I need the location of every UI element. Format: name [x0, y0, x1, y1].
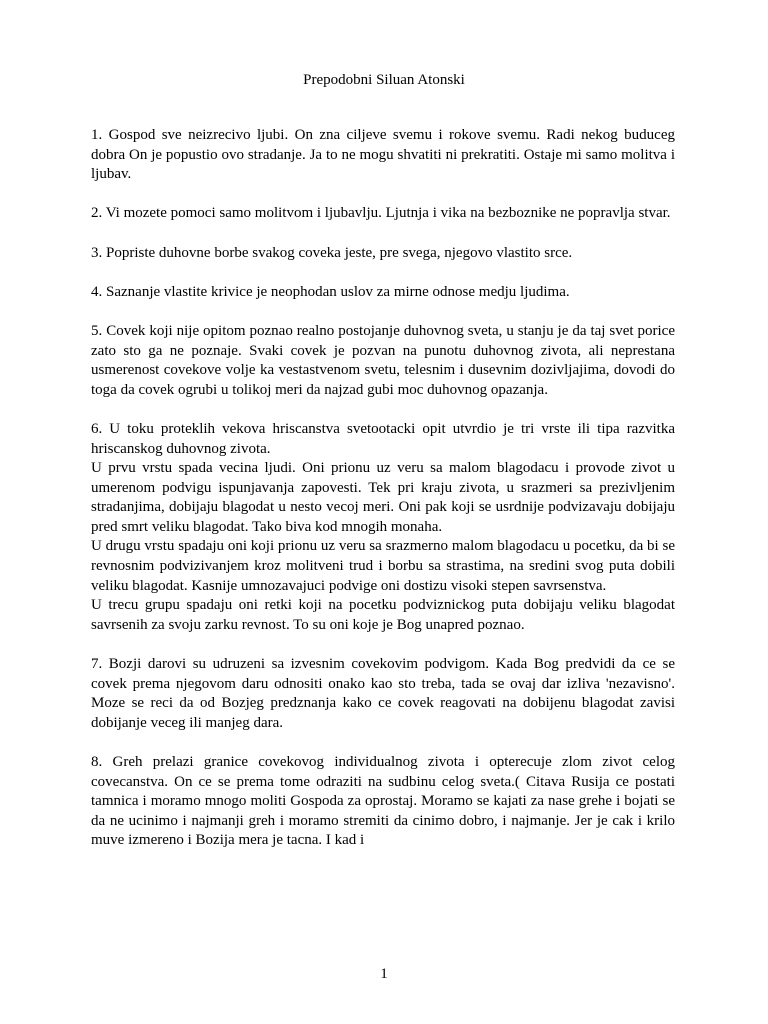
paragraph-text: U prvu vrstu spada vecina ljudi. Oni prionu uz veru sa malom blagodacu i provode zivot u umerenom podvigu ispunjavanja zapovesti. Tek pri kraju zivota, u srazmeri sa prezivljenim stradanjima, dobijaju blagodat u nesto vecoj meri. Oni pak koji se usrdnije podvizavaju dobijaju pred smrt veliku blagodat. Tako biva kod mnogih monaha. — [91, 460, 675, 535]
paragraph-text: 1. Gospod sve neizrecivo ljubi. On zna ciljeve svemu i rokove svemu. Radi nekog buduceg dobra On je popustio ovo stradanje. Ja to ne mogu shvatiti ni prekratiti. Ostaje mi samo molitva i ljubav. — [91, 127, 675, 183]
paragraph-text: 6. U toku proteklih vekova hriscanstva svetootacki opit utvrdio je tri vrste ili tipa razvitka hriscanskog duhovnog zivota. — [91, 420, 675, 457]
paragraph-text: 3. Popriste duhovne borbe svakog coveka jeste, pre svega, njegovo vlastito srce. — [91, 244, 573, 261]
document-title: Prepodobni Siluan Atonski — [303, 72, 465, 88]
paragraph-6 — [91, 420, 675, 636]
paragraph-8 — [91, 753, 675, 851]
paragraph-2 — [91, 204, 675, 224]
paragraph-4 — [91, 283, 675, 303]
paragraph-text: 2. Vi mozete pomoci samo molitvom i ljubavlju. Ljutnja i vika na bezboznike ne popravlja stvar. — [91, 205, 671, 222]
paragraph-5 — [91, 322, 675, 400]
paragraph-text: 5. Covek koji nije opitom poznao realno postojanje duhovnog sveta, u stanju je da taj svet porice zato sto ga ne poznaje. Svaki covek je pozvan na punotu duhovnog zivota, ali neprestana usmerenost covekove volje ka vestastvenom svetu, telesnim i dusevnim dozivljajima, dovodi do toga da covek ogrubi u tolikoj meri da najzad gubi moc duhovnog opazanja. — [91, 322, 675, 398]
paragraph-7 — [91, 655, 675, 733]
paragraph-text: U trecu grupu spadaju oni retki koji na pocetku podviznickog puta dobijaju veliku blagodat savrsenih za svoju zarku revnost. To su oni koje je Bog unapred poznao. — [91, 597, 675, 633]
page-number: 1 — [380, 966, 388, 982]
paragraph-3 — [91, 244, 675, 264]
document-body — [91, 126, 675, 871]
paragraph-text: 8. Greh prelazi granice covekovog individualnog zivota i opterecuje zlom zivot celog covecanstva. On ce se prema tome odraziti na sudbinu celog sveta.( Citava Rusija ce postati tamnica i moramo mnogo moliti Gospoda za oprostaj. Moramo se kajati za nase grehe i bojati se da ne ucinimo i najmanji greh i moramo stremiti da cinimo dobro, i najmanje. Jer je cak i krilo muve izmereno i Bozija mera je tacna. I kad i — [91, 754, 675, 849]
paragraph-1 — [91, 126, 675, 185]
paragraph-text: 7. Bozji darovi su udruzeni sa izvesnim covekovim podvigom. Kada Bog predvidi da ce se covek prema njegovom daru odnositi onako kao sto treba, tada se ovaj dar izliva 'nezavisno'. Moze se reci da od Bozjeg predznanja kako ce covek reagovati na dobijenu blagodat zavisi dobijanje veceg ili manjeg dara. — [91, 656, 675, 731]
paragraph-text: U drugu vrstu spadaju oni koji prionu uz veru sa srazmerno malom blagodacu u pocetku, da bi se revnosnim podvizivanjem kroz molitveni trud i borbu sa strastima, na sredini svog puta dobili veliku blagodat. Kasnije umnozavajuci podvige oni dostizu visoki stepen savrsenstva. — [91, 538, 675, 594]
paragraph-text: 4. Saznanje vlastite krivice je neophodan uslov za mirne odnose medju ljudima. — [91, 283, 570, 300]
